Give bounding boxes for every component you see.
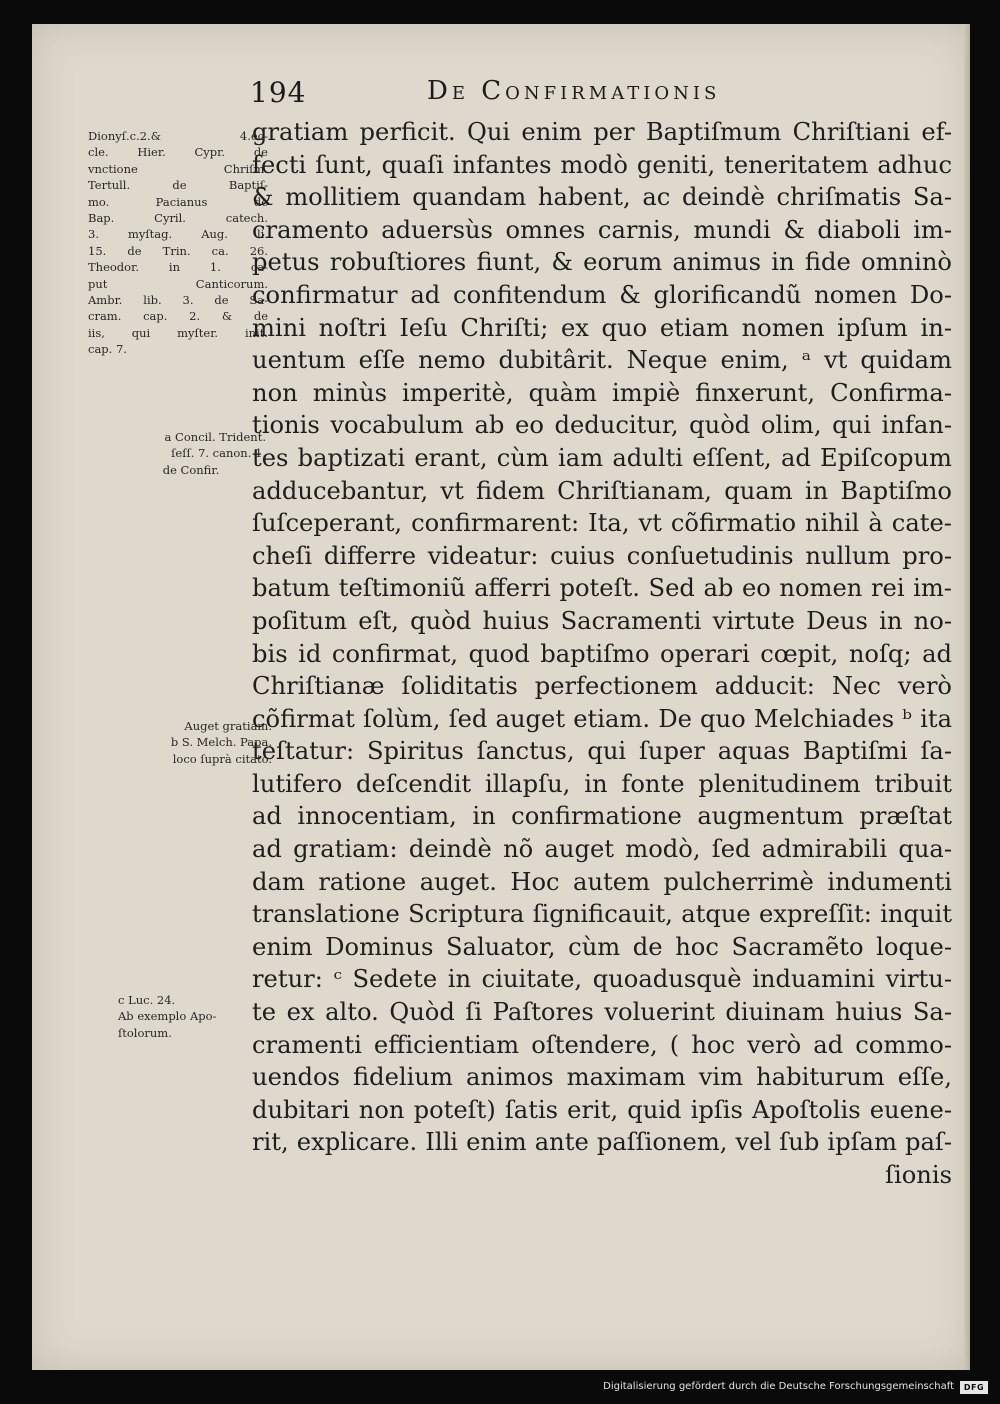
main-text-column xyxy=(252,116,952,1192)
text-line: confirmatur ad confitendum & glorificandũ nomen Do- xyxy=(252,280,952,309)
margin-note-line: c Luc. 24. xyxy=(118,993,176,1007)
margin-note-line: cle. Hier. Cypr. de xyxy=(88,145,268,160)
margin-note-line: Bap. Cyril. catech. xyxy=(88,211,268,226)
dfg-logo-icon: DFG xyxy=(960,1381,988,1394)
text-line: translatione Scriptura ſignificauit, atque expreſſit: inquit xyxy=(252,900,952,929)
margin-note-auget xyxy=(122,718,272,767)
margin-note-line: ſeſſ. 7. canon. 1. xyxy=(171,446,266,461)
text-line: teſtatur: Spiritus ſanctus, qui ſuper aquas Baptiſmi ſa- xyxy=(252,737,952,766)
text-line: enim Dominus Saluator, cùm de hoc Sacramẽto loque- xyxy=(252,932,952,961)
page-number: 194 xyxy=(250,76,307,109)
catchword: ſionis xyxy=(885,1161,952,1189)
text-line: ad gratiam: deindè nõ auget modò, ſed admirabili qua- xyxy=(252,835,952,864)
text-line: lutifero deſcendit illapſu, in fonte plenitudinem tribuit xyxy=(252,769,952,798)
digitization-footer xyxy=(0,1370,1000,1404)
text-line: dubitari non poteſt) ſatis erit, quid ipſis Apoſtolis euene- xyxy=(252,1095,952,1124)
margin-note-line: Ab exemplo Apo- xyxy=(118,1009,217,1024)
text-line: poſitum eſt, quòd huius Sacramenti virtute Deus in no- xyxy=(252,606,952,635)
text-line: uendos fidelium animos maximam vim habiturum eſſe, xyxy=(252,1063,952,1092)
text-line: cheſi differre videatur: cuius conſuetudinis nullum pro- xyxy=(252,541,952,570)
margin-note-line: vnctione Chriſm. xyxy=(88,161,268,176)
margin-note-council xyxy=(116,429,266,478)
text-line: ſuſceperant, confirmarent: Ita, vt cõfirmatio nihil à cate- xyxy=(252,509,952,538)
margin-note-line: Tertull. de Baptiſ- xyxy=(88,178,268,193)
text-line: Chriſtianæ ſoliditatis perfectionem adducit: Nec verò xyxy=(252,672,952,701)
page-edge xyxy=(964,24,970,1370)
margin-note-line: mo. Pacianus de xyxy=(88,194,268,209)
running-head: De Confirmationis xyxy=(427,76,721,106)
margin-note-line: Auget gratiam. xyxy=(184,719,272,733)
text-line: non minùs imperitè, quàm impiè finxerunt, Confirma- xyxy=(252,378,952,407)
margin-note-line: Dionyſ.c.2.& 4.ec- xyxy=(88,129,268,143)
text-line: rit, explicare. Illi enim ante paſſionem, vel ſub ipſam paſ- xyxy=(252,1128,952,1157)
margin-note-line: de Confir. xyxy=(162,462,220,477)
margin-note-citations xyxy=(88,128,268,358)
margin-note-line: Theodor. in 1. ca- xyxy=(88,260,268,275)
margin-note-line: cap. 7. xyxy=(88,342,127,357)
text-line: cramenti efficientiam oſtendere, ( hoc verò ad commo- xyxy=(252,1030,952,1059)
text-line: mini noſtri Ieſu Chriſti; ex quo etiam nomen ipſum in- xyxy=(252,313,952,342)
text-line: batum teſtimoniũ afferri poteſt. Sed ab eo nomen rei im- xyxy=(252,574,952,603)
margin-note-line: 15. de Trin. ca. 26. xyxy=(88,243,268,258)
text-line: cõfirmat ſolùm, ſed auget etiam. De quo Melchiades ᵇ ita xyxy=(252,704,952,733)
margin-note-line: put Canticorum. xyxy=(88,276,268,291)
text-line: bis id confirmat, quod baptiſmo operari cœpit, noſq; ad xyxy=(252,639,952,668)
text-line: retur: ᶜ Sedete in ciuitate, quoadusquè induamini virtu- xyxy=(252,965,952,994)
margin-note-line: ſtolorum. xyxy=(118,1025,172,1040)
text-line: cramento aduersùs omnes carnis, mundi & diaboli im- xyxy=(252,215,952,244)
text-line: tionis vocabulum ab eo deducitur, quòd olim, qui infan- xyxy=(252,411,952,440)
margin-note-line: loco ſuprà citato. xyxy=(172,751,272,766)
margin-note-line: Ambr. lib. 3. de Sa- xyxy=(88,293,268,308)
margin-note-line: b S. Melch. Papa, xyxy=(170,735,272,750)
margin-note-line: cram. cap. 2. & de xyxy=(88,309,268,324)
text-line: fecti ſunt, quaſi infantes modò geniti, teneritatem adhuc xyxy=(252,150,952,179)
book-page xyxy=(32,24,970,1370)
text-line: petus robuſtiores fiunt, & eorum animus in fide omninò xyxy=(252,248,952,277)
text-line: tes baptizati erant, cùm iam adulti eſſent, ad Epiſcopum xyxy=(252,443,952,472)
text-line: adducebantur, vt fidem Chriſtianam, quam in Baptiſmo xyxy=(252,476,952,505)
margin-note-luke xyxy=(118,992,274,1041)
text-line: ad innocentiam, in confirmatione augmentum præſtat xyxy=(252,802,952,831)
text-line: & mollitiem quandam habent, ac deindè chriſmatis Sa- xyxy=(252,183,952,212)
text-line: gratiam perficit. Qui enim per Baptiſmum Chriſtiani ef- xyxy=(252,118,952,146)
text-line: dam ratione auget. Hoc autem pulcherrimè indumenti xyxy=(252,867,952,896)
funding-credit: Digitalisierung gefördert durch die Deutsche Forschungsgemeinschaft xyxy=(603,1381,954,1392)
page-header xyxy=(32,74,970,120)
margin-note-line: a Concil. Trident. xyxy=(164,430,266,444)
margin-note-line: 3. myſtag. Aug. li. xyxy=(88,227,268,242)
text-line: te ex alto. Quòd ſi Paſtores voluerint diuinam huius Sa- xyxy=(252,998,952,1027)
margin-note-line: iis, qui myſter. init. xyxy=(88,325,268,340)
text-line: uentum eſſe nemo dubitârit. Neque enim, ᵃ vt quidam xyxy=(252,346,952,375)
